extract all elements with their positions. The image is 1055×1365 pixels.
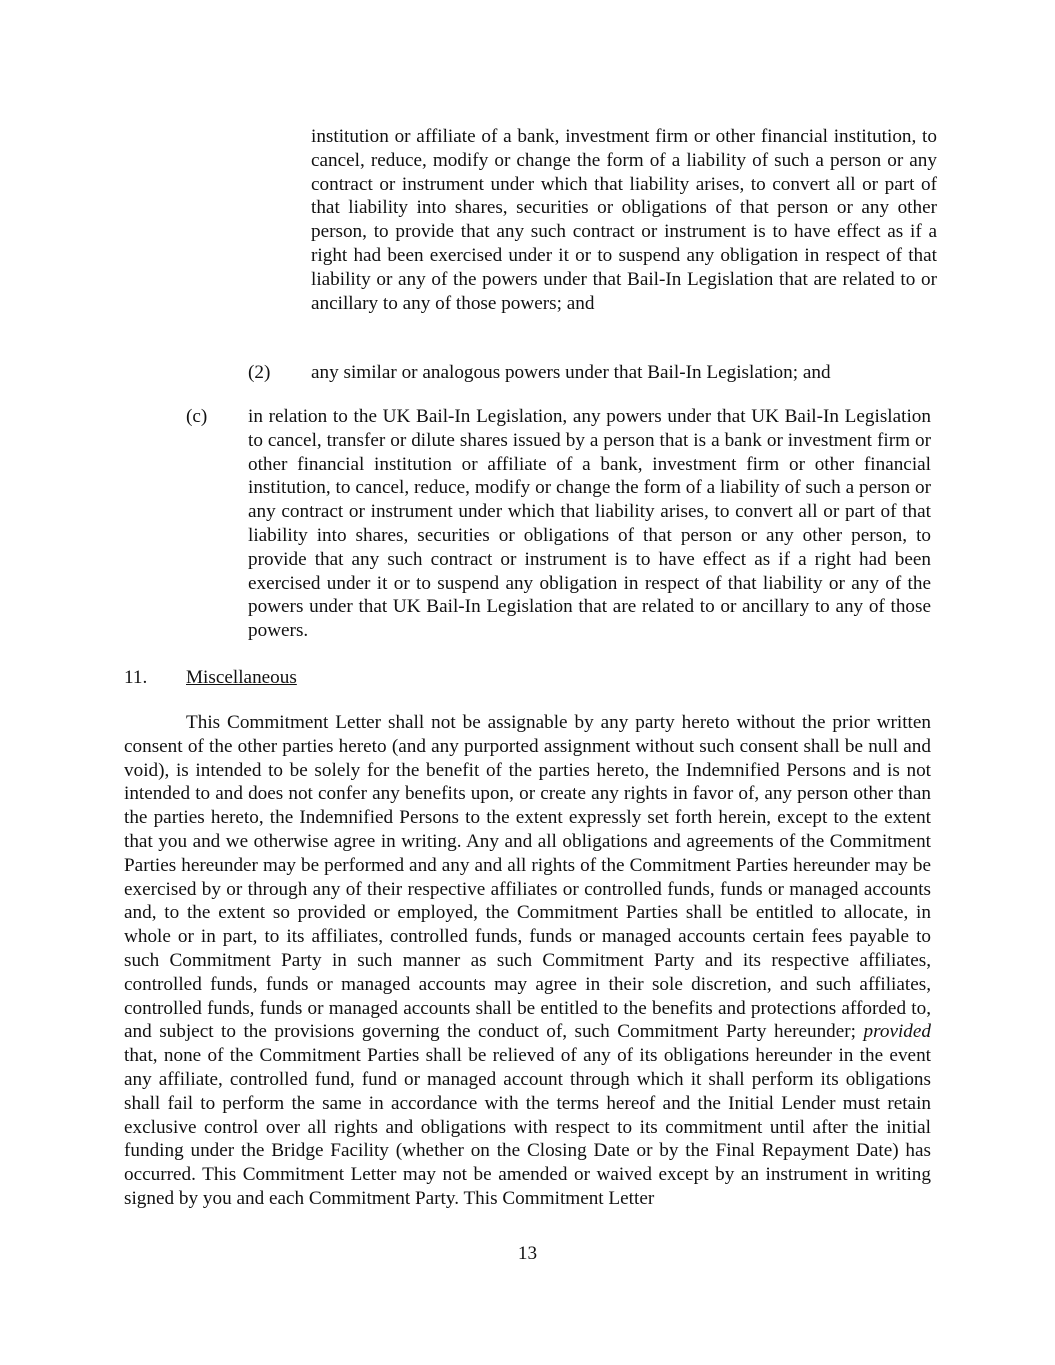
sub-paragraph-b1-continuation: institution or affiliate of a bank, investment firm or other financial institution, to cancel, reduce, modify or change the form of a liability of such a person or any contract or instrument under which that liability arises, to convert all or part of that liability into shares, securities or obligations of that person or any other person, to provide that any such contract or instrument is to have effect as if a right had been exercised under it or to suspend any obligation in respect of that liability or any of the powers under that Bail-In Legislation that are related to or ancillary to any of those powers; and [311, 126, 937, 314]
miscellaneous-text-part-2: that, none of the Commitment Parties shall be relieved of any of its obligations hereunder in the event any affiliate, controlled fund, fund or managed account through which it shall perform its obligations shall fail to perform the same in accordance with the terms hereof and the Initial Lender must retain exclusive control over all rights and obligations with respect to its commitment until after the initial funding under the Bridge Facility (whether on the Closing Date or by the Final Repayment Date) has occurred. This Commitment Letter may not be amended or waived except by an instrument in writing signed by you and each Commitment Party. This Commitment Letter [124, 1045, 931, 1209]
sub-paragraph-b2-number: (2) [248, 362, 271, 383]
miscellaneous-text-part-1: This Commitment Letter shall not be assignable by any party hereto without the prior written consent of the other parties hereto (and any purported assignment without such consent shall be null and void), is intended to be solely for the benefit of the parties hereto, the Indemnified Persons and is not intended to and does not confer any benefits upon, or create any rights in favor of, any person other than the parties hereto, the Indemnified Persons to the extent expressly set forth herein, except to the extent that you and we otherwise agree in writing. Any and all obligations and agreements of the Commitment Parties hereunder may be performed and any and all rights of the Commitment Parties hereunder may be exercised by or through any of their respective affiliates or controlled funds, funds or managed accounts and, to the extent so provided or employed, the Commitment Parties shall be entitled to allocate, in whole or in part, to its affiliates, controlled funds, funds or managed accounts certain fees payable to such Commitment Party in such manner as such Commitment Party and its respective affiliates, controlled funds, funds or managed accounts may agree in their sole discretion, and such affiliates, controlled funds, funds or managed accounts shall be entitled to the benefits and protections afforded to, and subject to the provisions governing the conduct of, such Commitment Party hereunder; [124, 712, 931, 1043]
sub-paragraph-b2-text: any similar or analogous powers under that Bail-In Legislation; and [311, 362, 831, 383]
clause-c-text: in relation to the UK Bail-In Legislation, any powers under that UK Bail-In Legislation to cancel, transfer or dilute shares issued by a person that is a bank or investment firm or other financial institution or affiliate of a bank, investment firm or other financial institution, to cancel, reduce, modify or change the form of a liability of such a person or any contract or instrument under which that liability arises, to convert all or part of that liability into shares, securities or obligations of that person or any other person, to provide that any such contract or instrument is to have effect as if a right had been exercised under it or to suspend any obligation in respect of that liability or any of the powers under that UK Bail-In Legislation that are related to or ancillary to any of those powers. [248, 406, 931, 642]
page-number: 13 [517, 1243, 538, 1264]
miscellaneous-paragraph [124, 711, 931, 1211]
section-11-number: 11. [124, 667, 148, 688]
section-11-heading: Miscellaneous [186, 667, 297, 688]
provided-italic-term: provided [863, 1021, 931, 1043]
clause-c-number: (c) [186, 406, 208, 427]
